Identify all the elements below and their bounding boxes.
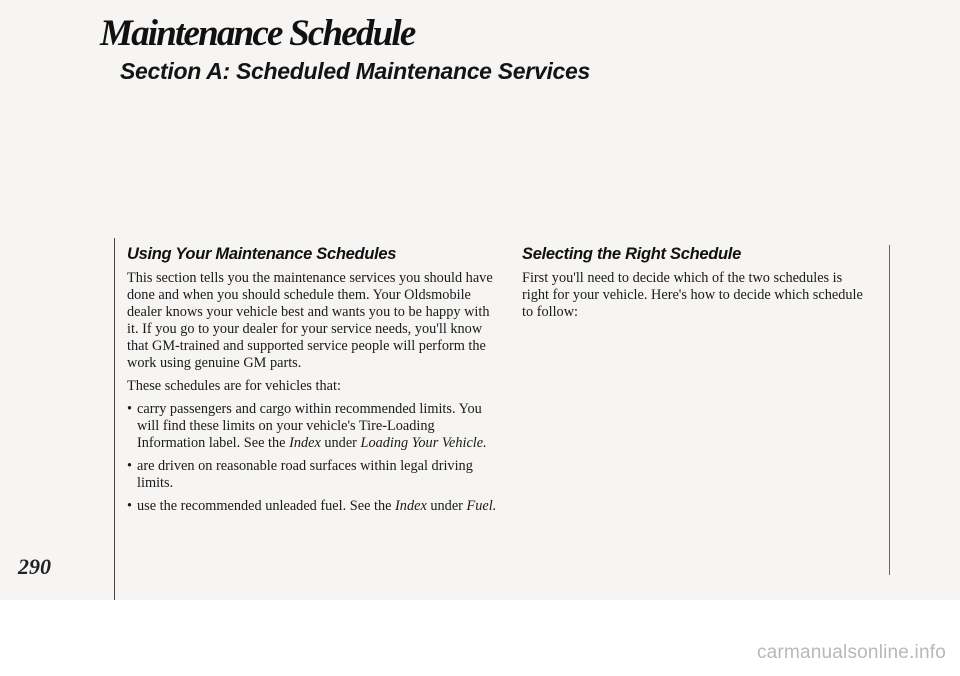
- bullet-text: carry passengers and cargo within recommended limits. You will find these limits on your vehicle's Tire-Loading Information label. See the: [137, 401, 482, 451]
- page-title: Maintenance Schedule: [100, 13, 415, 54]
- index-reference: Index: [395, 498, 427, 514]
- selecting-paragraph: First you'll need to decide which of the two schedules is right for your vehicle. Here's how to decide which schedule to follow:: [522, 270, 863, 320]
- fuel-reference: Fuel.: [466, 498, 497, 514]
- loading-reference: Loading Your Vehicle.: [360, 435, 487, 451]
- bullet-text: are driven on reasonable road surfaces within legal driving limits.: [137, 458, 473, 491]
- footer: [0, 600, 960, 676]
- list-item: [127, 401, 503, 452]
- bullet-icon: •: [127, 401, 133, 417]
- bullet-text: use the recommended unleaded fuel. See the: [137, 498, 396, 514]
- left-margin-rule: [114, 238, 115, 600]
- schedules-lead: These schedules are for vehicles that:: [127, 378, 341, 394]
- bullet-text-mid: under: [320, 435, 361, 451]
- index-reference: Index: [289, 435, 321, 451]
- watermark: carmanualsonline.info: [756, 642, 946, 663]
- list-item: [127, 498, 503, 515]
- selecting-schedule-heading: Selecting the Right Schedule: [522, 245, 741, 263]
- page-number: 290: [18, 554, 51, 579]
- bullet-icon: •: [127, 458, 133, 474]
- list-item: [127, 458, 503, 492]
- left-column: [127, 246, 503, 521]
- conditions-list: [127, 401, 503, 515]
- right-margin-rule: [889, 245, 890, 575]
- bullet-text-mid: under: [426, 498, 467, 514]
- right-column: [522, 246, 872, 327]
- intro-paragraph: This section tells you the maintenance services you should have done and when you should schedule them. Your Oldsmobile dealer knows your vehicle best and wants you to be happy with it. If you go to your dealer for your service needs, you'll know that GM-trained and supported service people will perform the work using genuine GM parts.: [127, 270, 493, 371]
- using-schedules-heading: Using Your Maintenance Schedules: [127, 245, 397, 263]
- bullet-icon: •: [127, 498, 133, 514]
- section-title: Section A: Scheduled Maintenance Services: [120, 58, 591, 84]
